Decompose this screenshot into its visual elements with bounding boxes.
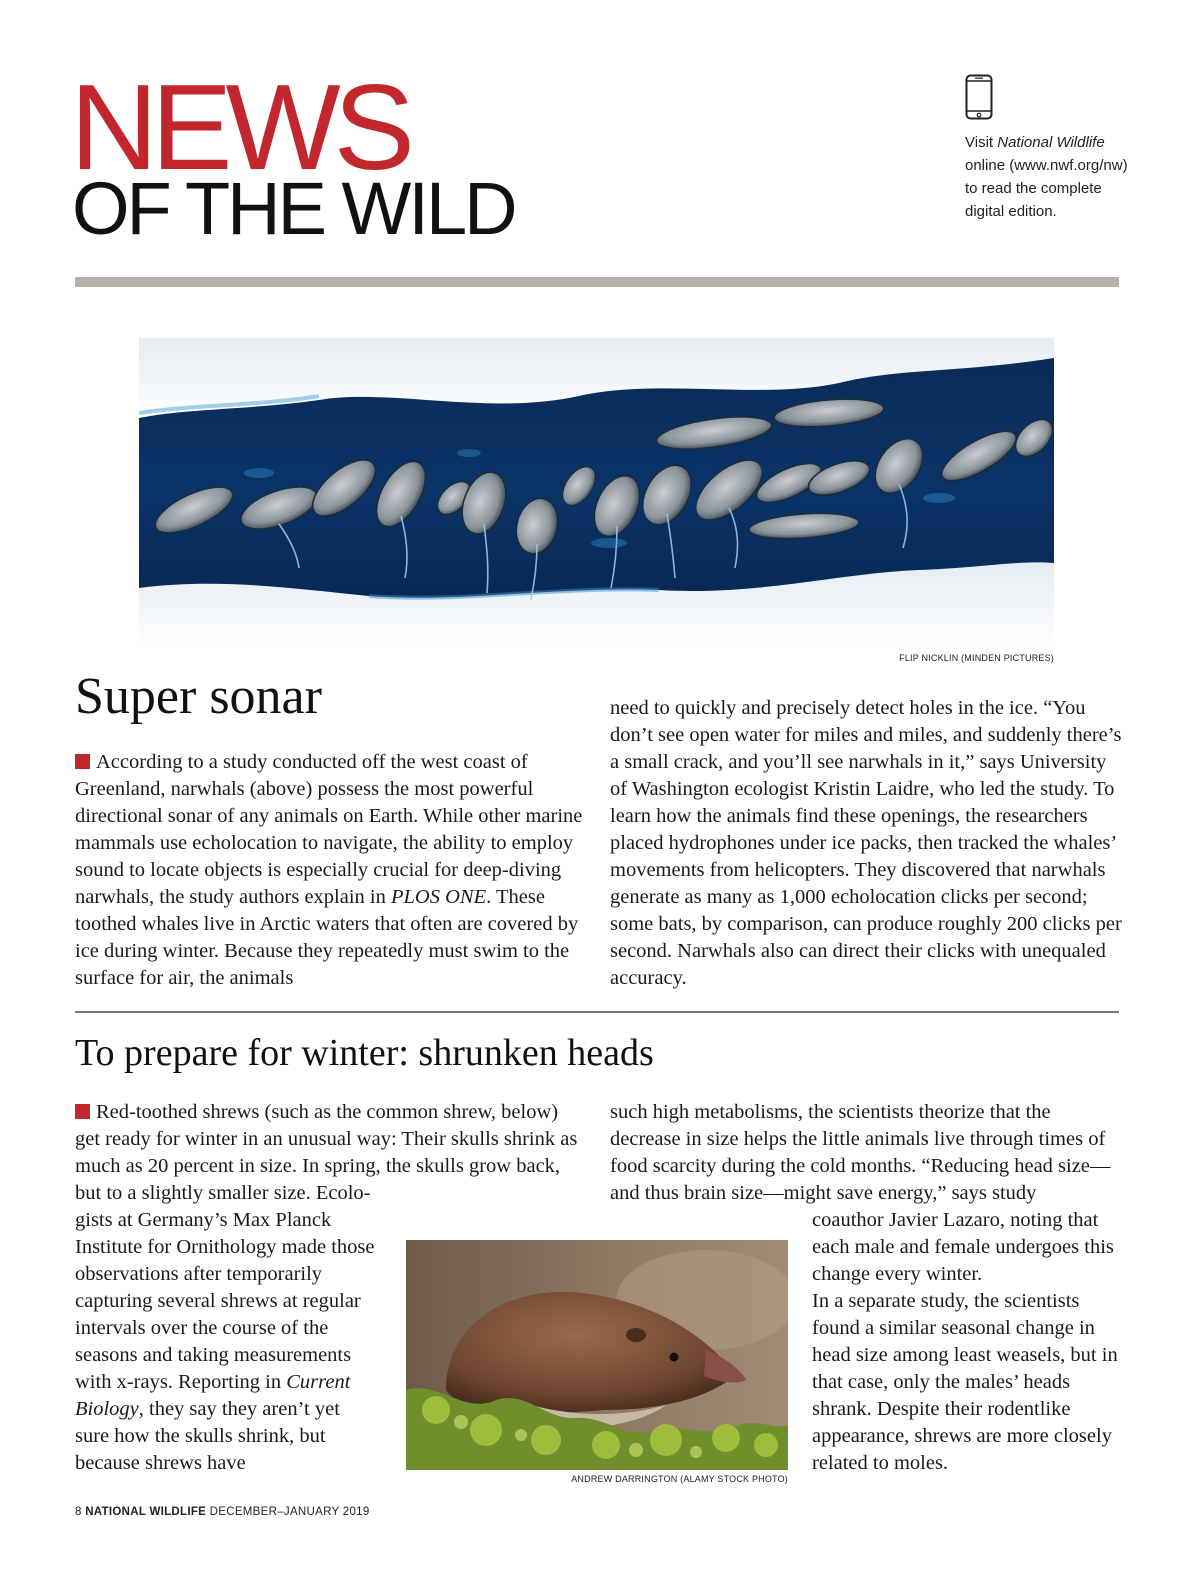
journal-name-plos-one: PLOS ONE bbox=[390, 886, 487, 908]
article2-text-wrap-b: , they say they aren’t yet sure how the skulls shrink, but because shrews have bbox=[75, 1398, 340, 1474]
page-footer bbox=[75, 1506, 370, 1518]
header-divider bbox=[75, 277, 1119, 287]
promo-magazine-name: National Wildlife bbox=[997, 134, 1105, 151]
article2-paragraph-lazaro: coauthor Javier Lazaro, noting that each male and female undergoes this change every winter. bbox=[812, 1209, 1114, 1285]
issue-date: DECEMBER–JANUARY 2019 bbox=[209, 1506, 370, 1518]
red-square-bullet-icon bbox=[75, 1104, 90, 1119]
promo-text: online (www.nwf.org/nw) to read the complete digital edition. bbox=[965, 157, 1128, 220]
article2-column-2-top: such high metabolisms, the scientists theorize that the decrease in size helps the little animals live through times of food scarcity during the cold months. “Reducing head size—and thus brain size—might save energy,” says study bbox=[610, 1101, 1111, 1204]
article1-column-2: need to quickly and precisely detect holes in the ice. “You don’t see open water for miles and miles, and suddenly there’s a small crack, and you’ll see narwhals in it,” says University of Washington ecologist Kristin Laidre, who led the study. To learn how the animals find these openings, the researchers placed hydrophones under ice packs, then tracked the whales’ movements from helicopters. They discovered that narwhals generate as many as 1,000 echolocation clicks per second; some bats, by comparison, can produce roughly 200 clicks per second. Narwhals also can direct their clicks with unequaled accuracy. bbox=[610, 697, 1122, 989]
promo-visit: Visit bbox=[965, 134, 994, 151]
smartphone-icon bbox=[965, 74, 993, 120]
article1-text-b: . These toothed whales live in Arctic waters that often are covered by ice during winter. Because they repeatedly must swim to the surface for air, the animals bbox=[75, 886, 579, 989]
article-headline-super-sonar: Super sonar bbox=[75, 668, 322, 725]
magazine-name: NATIONAL WILDLIFE bbox=[85, 1506, 207, 1518]
digital-edition-promo bbox=[965, 131, 1135, 223]
red-square-bullet-icon bbox=[75, 754, 90, 769]
article2-column-1-wrap bbox=[75, 1207, 375, 1477]
photo-credit-shrew: ANDREW DARRINGTON (ALAMY STOCK PHOTO) bbox=[571, 1474, 788, 1484]
article2-paragraph-weasels: In a separate study, the scientists found a similar seasonal change in head size among least weasels, but in that case, only the males’ heads shrank. Despite their rodentlike appearance, shrews are more closely related to moles. bbox=[812, 1290, 1118, 1474]
page-number: 8 bbox=[75, 1506, 82, 1518]
journal-name-current-biology: Current Biology bbox=[75, 1371, 351, 1420]
section-title-news: NEWS bbox=[70, 59, 408, 195]
article2-text-top: Red-toothed shrews (such as the common shrew, below) get ready for winter in an unusual way: Their skulls shrink as much as 20 percent in size. In spring, the skulls grow back, but to a slightly smaller size. Ecolo- bbox=[75, 1101, 578, 1204]
article-divider bbox=[75, 1011, 1119, 1013]
section-title-of-the-wild: OF THE WILD bbox=[72, 167, 515, 250]
article2-column-2-wrap bbox=[812, 1207, 1122, 1477]
photo-credit-narwhal: FLIP NICKLIN (MINDEN PICTURES) bbox=[899, 653, 1054, 663]
article2-column-1-top bbox=[75, 1099, 585, 1207]
shrew-photo bbox=[406, 1240, 788, 1470]
article1-text-a: According to a study conducted off the west coast of Greenland, narwhals (above) possess the most powerful directional sonar of any animals on Earth. While other marine mammals use echolocation to navigate, the ability to employ sound to locate objects is especially crucial for deep-diving narwhals, the study authors explain in bbox=[75, 751, 583, 908]
article2-text-wrap-a: gists at Germany’s Max Planck Institute for Ornithology made those observations after temporarily capturing several shrews at regular intervals over the course of the seasons and taking measurements with x-rays. Reporting in bbox=[75, 1209, 375, 1393]
article-headline-shrunken-heads: To prepare for winter: shrunken heads bbox=[75, 1032, 654, 1074]
narwhal-photo bbox=[139, 338, 1054, 648]
article1-column-1 bbox=[75, 749, 585, 992]
